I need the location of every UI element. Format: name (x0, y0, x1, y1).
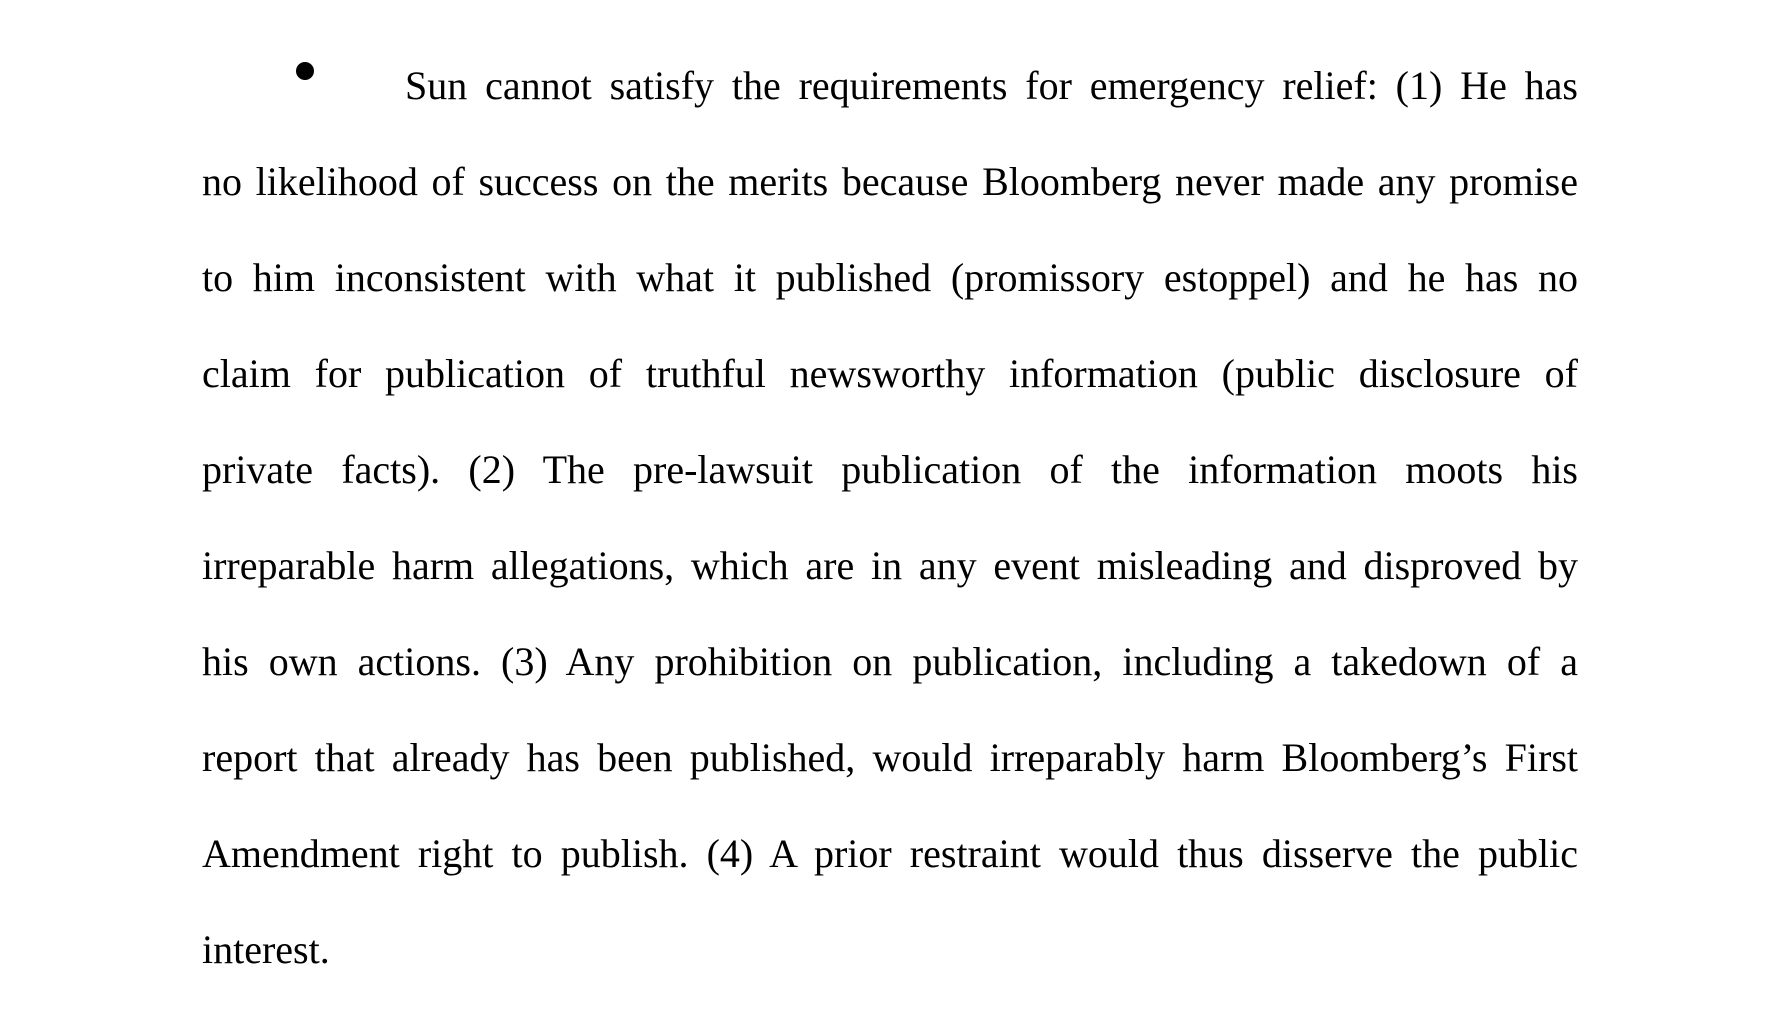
paragraph-line-9: Amendment right to publish. (4) A prior restraint would thus disserve the public (202, 831, 1578, 876)
paragraph-line-8: report that already has been published, would irreparably harm Bloomberg’s First (202, 735, 1578, 780)
paragraph-line-7: his own actions. (3) Any prohibition on publication, including a takedown of a (202, 639, 1578, 684)
paragraph-line-6: irreparable harm allegations, which are in any event misleading and disproved by (202, 543, 1578, 588)
paragraph-line-1: Sun cannot satisfy the requirements for emergency relief: (1) He has (405, 63, 1578, 108)
paragraph-line-2: no likelihood of success on the merits because Bloomberg never made any promise (202, 159, 1578, 204)
paragraph-line-10: interest. (202, 927, 330, 972)
paragraph-line-3: to him inconsistent with what it published (promissory estoppel) and he has no (202, 255, 1578, 300)
paragraph-line-5: private facts). (2) The pre-lawsuit publication of the information moots his (202, 447, 1578, 492)
body-paragraph (202, 38, 1578, 998)
paragraph-line-4: claim for publication of truthful newsworthy information (public disclosure of (202, 351, 1578, 396)
